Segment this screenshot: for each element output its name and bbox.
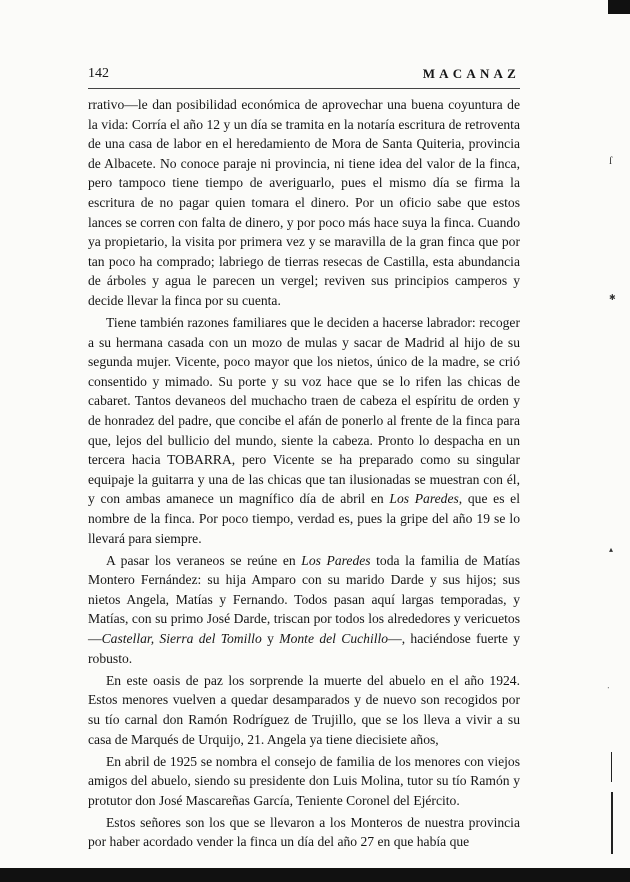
text-run: En este oasis de paz los sorprende la muerte del abuelo en el año 1924. Estos menores vuelven a quedar desamparados y de nuevo son recogidos por su tío carnal don Ramón Rodríguez de Trujillo, que se los lleva a vivir a su casa de Marqués de Urquijo, 21. Angela ya tiene diecisiete años,: [88, 672, 520, 747]
text-run: rrativo—le dan posibilidad económica de aprovechar una buena coyuntura de la vida: Corría el año 12 y un día se tramita en la notaría escritura de retroventa de una casa de labor en el heredamiento de Mora de Santa Quiteria, provincia de Albacete. No conoce paraje ni provincia, ni tiene idea del valor de la finca, pero tampoco tiene tiempo de averiguarlo, pues el mismo día se firma la escritura de no pagar quien tomara el dinero. Por un oficio sabe que estos lances se corren con falta de dinero, y por poco más hace suya la finca. Cuando ya propietario, la visita por primera vez y se maravilla de la gran finca que por tan poco ha comprado; labriego de tierras resecas de Castilla, esta abundancia de árboles y agua le parecen un vergel; reviven sus principios camperos y decide llevar la finca por su cuenta.: [88, 97, 520, 308]
italic-text: Monte del Cuchillo: [279, 631, 389, 647]
paragraph: [88, 551, 520, 669]
text-run: Tiene también razones familiares que le deciden a hacerse labrador: recoger a su hermana casada con un mozo de mulas y sacar de Madrid al hijo de su segunda mujer. Vicente, poco mayor que los nietos, único de la madre, se crió consentido y mimado. Su porte y su voz hace que se lo rifen las chicas de cabaret. Tantos devaneos del muchacho traen de cabeza el espíritu de orden y de honradez del padre, que concibe el afán de ponerlo al frente de la finca para que, lejos del bullicio del mundo, siente la cabeza. Pronto lo despacha en un tercera hacia TOBARRA, pero Vicente se ha preparado como su singular equipaje la guitarra y una de las chicas que tan ilusionadas se muestran con él, y con ambas amanece un magnífico día de abril en: [88, 315, 520, 507]
margin-line: [611, 752, 612, 782]
running-head: MACANAZ: [422, 66, 520, 81]
margin-mark: ſ: [609, 155, 613, 167]
header-rule: [88, 88, 520, 89]
paragraph: [88, 671, 520, 749]
paragraph: [88, 752, 520, 811]
margin-line: [611, 792, 613, 854]
page-header: [88, 66, 520, 82]
paragraph: [88, 313, 520, 548]
body-text: [88, 95, 520, 855]
text-run: A pasar los veraneos se reúne en: [106, 552, 302, 568]
text-run: —, haciéndose fuerte y robusto.: [88, 631, 520, 666]
margin-mark: ✱: [609, 293, 616, 302]
margin-mark: ᐧ: [607, 683, 610, 693]
text-run: En abril de 1925 se nombra el consejo de familia de los menores con viejos amigos del abuelo, siendo su presidente don Luis Molina, tutor su tío Ramón y protutor don José Mascareñas García, Teniente Coronel del Ejército.: [88, 753, 520, 808]
text-run: toda la familia de Matías Montero Fernández: su hija Amparo con su marido Darde y sus hijos; sus nietos Angela, Matías y Fernando. Todos pasan aquí largas temporadas, y Matías, con su primo José Darde, triscan por todos los alrededores y vericuetos—: [88, 552, 520, 647]
italic-text: Castellar, Sierra del Tomillo: [101, 631, 262, 647]
margin-mark: ▴: [609, 545, 614, 554]
italic-text: Los Paredes: [389, 491, 459, 507]
text-run: Estos señores son los que se llevaron a los Monteros de nuestra provincia por haber acordado vender la finca un día del año 27 en que había que: [88, 814, 520, 850]
paragraph: [88, 95, 520, 311]
text-run: , que es el nombre de la finca. Por poco tiempo, verdad es, pues la gripe del año 19 se lo llevará para siempre.: [88, 491, 520, 546]
page-number: 142: [88, 66, 109, 81]
paragraph: [88, 813, 520, 852]
italic-text: Los Paredes: [301, 552, 371, 568]
text-run: y: [261, 631, 280, 647]
scan-bottom-band: [0, 868, 630, 882]
scan-corner-mark: [608, 0, 630, 14]
